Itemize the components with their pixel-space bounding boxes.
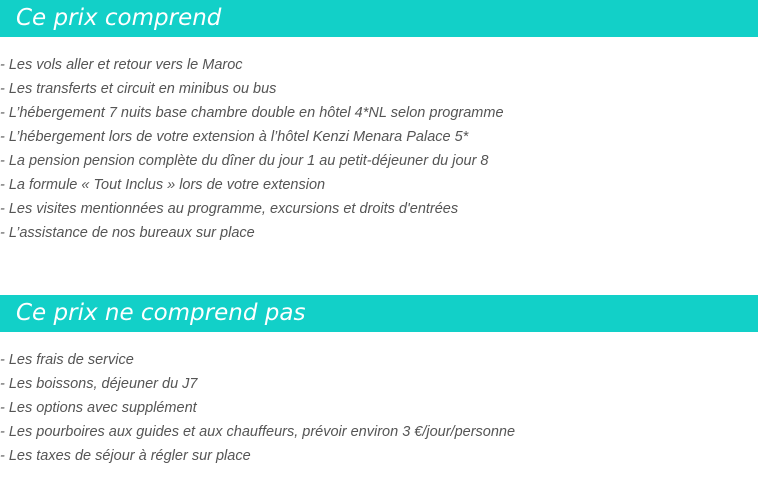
list-item: - Les visites mentionnées au programme, excursions et droits d'entrées [0, 201, 459, 217]
list-item: - Les options avec supplément [0, 400, 197, 416]
included-items-list [0, 53, 504, 245]
list-item: - Les pourboires aux guides et aux chauffeurs, prévoir environ 3 €/jour/personne [0, 424, 516, 440]
included-section-title: Ce prix comprend [0, 0, 758, 37]
list-item: - La formule « Tout Inclus » lors de votre extension [0, 177, 326, 193]
excluded-items-list [0, 348, 515, 468]
list-item: - La pension pension complète du dîner du jour 1 au petit-déjeuner du jour 8 [0, 153, 489, 169]
list-item: - Les frais de service [0, 352, 134, 368]
list-item: - Les vols aller et retour vers le Maroc [0, 57, 243, 73]
list-item: - L’hébergement 7 nuits base chambre double en hôtel 4*NL selon programme [0, 105, 504, 121]
list-item: - Les transferts et circuit en minibus ou bus [0, 81, 277, 97]
list-item: - L’assistance de nos bureaux sur place [0, 225, 255, 241]
list-item: - Les boissons, déjeuner du J7 [0, 376, 198, 392]
excluded-section-title: Ce prix ne comprend pas [0, 295, 758, 332]
list-item: - Les taxes de séjour à régler sur place [0, 448, 251, 464]
list-item: - L’hébergement lors de votre extension à l’hôtel Kenzi Menara Palace 5* [0, 129, 469, 145]
